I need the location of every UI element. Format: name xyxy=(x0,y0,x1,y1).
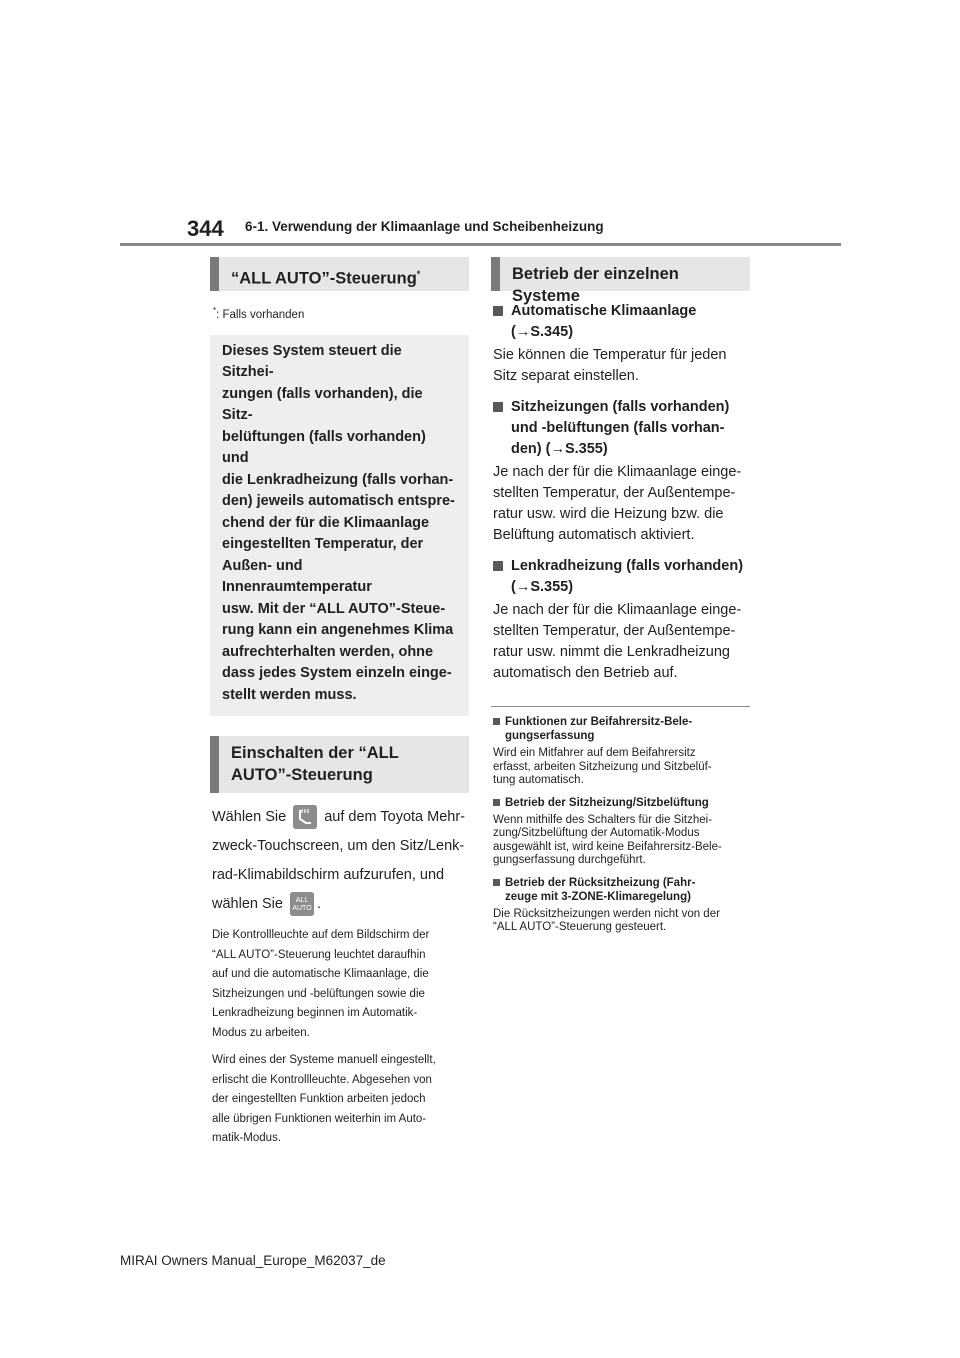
note-line: Modus zu arbeiten. xyxy=(212,1026,310,1039)
summary-line: rung kann ein angenehmes Klima xyxy=(222,622,454,639)
summary-line: zungen (falls vorhanden), die Sitz- xyxy=(222,385,423,424)
seat-climate-icon xyxy=(293,805,317,829)
note-line: “ALL AUTO”-Steuerung leuchtet daraufhin xyxy=(212,948,426,961)
note-body-line: gungserfassung durchgeführt. xyxy=(493,854,646,866)
instruction-line: rad-Klimabildschirm aufzurufen, und xyxy=(212,866,445,883)
note-body-line: tung automatisch. xyxy=(493,774,584,786)
note-line: Die Kontrollleuchte auf dem Bildschirm der xyxy=(212,929,430,942)
summary-line: usw. Mit der “ALL AUTO”-Steue- xyxy=(222,600,446,617)
header-rule xyxy=(120,243,841,246)
summary-line: die Lenkradheizung (falls vorhan- xyxy=(222,471,454,488)
item-title-line: (→S.345) xyxy=(511,324,574,340)
footnote-mark: * xyxy=(213,306,217,315)
summary-line: stellt werden muss. xyxy=(222,686,357,703)
summary-box xyxy=(210,335,469,717)
note-line: Sitzheizungen und -belüftungen sowie die xyxy=(212,987,425,1000)
heading-activate: Einschalten der “ALL AUTO”-Steuerung xyxy=(210,736,469,793)
note-title-line: Betrieb der Rücksitzheizung (Fahr- xyxy=(505,876,696,889)
summary-line: belüftungen (falls vorhanden) und xyxy=(222,428,426,467)
all-auto-icon xyxy=(290,892,314,916)
note-title-line: gungserfassung xyxy=(505,730,595,742)
note-body-line: Wird ein Mitfahrer auf dem Beifahrersitz xyxy=(493,747,696,759)
item-title-line: den) (→S.355) xyxy=(511,441,608,457)
page-number: 344 xyxy=(187,216,224,241)
summary-line: Dieses System steuert die Sitzhei- xyxy=(222,342,402,381)
instruction-part: Wählen Sie xyxy=(212,809,287,826)
instruction-part: wählen Sie xyxy=(212,896,283,913)
item-body-line: stellten Temperatur, der Außentempe- xyxy=(493,623,736,639)
note-line: Wird eines der Systeme manuell eingestellt, xyxy=(212,1054,436,1067)
item-body-line: automatisch den Betrieb auf. xyxy=(493,665,678,681)
instruction-part: . xyxy=(316,896,321,913)
bullet-square-icon xyxy=(493,306,503,316)
heading-individual-systems: Betrieb der einzelnen Systeme xyxy=(491,257,750,291)
item-title-line: (→S.355) xyxy=(511,579,574,595)
item-title-line: Automatische Klimaanlage xyxy=(511,303,697,319)
notes-divider xyxy=(491,706,750,707)
svg-text:ALL: ALL xyxy=(295,897,309,905)
item-title-line: Lenkradheizung (falls vorhanden) xyxy=(511,558,744,574)
item-title-line: Sitzheizungen (falls vorhanden) xyxy=(511,399,730,415)
section-title: 6-1. Verwendung der Klimaanlage und Scheibenheizung xyxy=(245,219,604,234)
footnote xyxy=(213,303,469,323)
summary-line: eingestellten Temperatur, der xyxy=(222,536,424,553)
summary-line: Außen- und Innenraumtemperatur xyxy=(222,557,372,596)
system-item xyxy=(491,301,750,387)
footer-text: MIRAI Owners Manual_Europe_M62037_de xyxy=(120,1253,386,1268)
svg-text:AUTO: AUTO xyxy=(292,905,312,913)
item-body-line: Je nach der für die Klimaanlage einge- xyxy=(493,464,742,480)
note-line: alle übrigen Funktionen weiterhin im Auto- xyxy=(212,1112,427,1125)
note-item xyxy=(491,876,750,935)
note-title-line: zeuge mit 3-ZONE-Klimaregelung) xyxy=(505,890,691,903)
heading-all-auto xyxy=(210,257,469,291)
heading-asterisk: * xyxy=(416,269,421,279)
note-line: matik-Modus. xyxy=(212,1132,282,1145)
item-body-line: ratur usw. nimmt die Lenkradheizung xyxy=(493,644,730,660)
heading-all-auto-text: “ALL AUTO”-Steuerung xyxy=(231,269,417,288)
summary-line: den) jeweils automatisch entspre- xyxy=(222,493,455,510)
left-column xyxy=(210,257,469,1149)
item-body-line: Belüftung automatisch aktiviert. xyxy=(493,527,695,543)
note-body-line: erfasst, arbeiten Sitzheizung und Sitzbelüf- xyxy=(493,760,712,773)
note-body-line: Wenn mithilfe des Schalters für die Sitzhei- xyxy=(493,813,713,826)
note-body-line: ausgewählt ist, wird keine Beifahrersitz-Bele- xyxy=(493,840,722,853)
bullet-square-icon xyxy=(493,799,500,806)
note-line: auf und die automatische Klimaanlage, die xyxy=(212,968,429,981)
note-item xyxy=(491,715,750,788)
instruction-line: zweck-Touchscreen, um den Sitz/Lenk- xyxy=(212,838,465,855)
summary-line: dass jedes System einzeln einge- xyxy=(222,665,452,682)
item-body-line: Je nach der für die Klimaanlage einge- xyxy=(493,602,742,618)
note-title-line: Funktionen zur Beifahrersitz-Bele- xyxy=(505,716,693,728)
bullet-square-icon xyxy=(493,402,503,412)
summary-line: aufrechterhalten werden, ohne xyxy=(222,643,434,660)
note-line: der eingestellten Funktion arbeiten jedoch xyxy=(212,1093,426,1106)
note-line: Lenkradheizung beginnen im Automatik- xyxy=(212,1007,418,1020)
item-body-line: stellten Temperatur, der Außentempe- xyxy=(493,485,736,501)
bullet-square-icon xyxy=(493,561,503,571)
note-body-line: Die Rücksitzheizungen werden nicht von der xyxy=(493,907,720,920)
note-body-line: zung/Sitzbelüftung der Automatik-Modus xyxy=(493,827,700,839)
instruction-text xyxy=(212,805,469,916)
footnote-text: : Falls vorhanden xyxy=(216,308,305,321)
item-body-line: Sitz separat einstellen. xyxy=(493,368,639,384)
note-indicator xyxy=(212,926,469,1043)
item-body-line: Sie können die Temperatur für jeden xyxy=(493,347,727,363)
instruction-part: auf dem Toyota Mehr- xyxy=(324,809,465,826)
note-item xyxy=(491,796,750,868)
note-manual xyxy=(212,1051,469,1149)
bullet-square-icon xyxy=(493,718,500,725)
item-body-line: ratur usw. wird die Heizung bzw. die xyxy=(493,506,724,522)
right-column xyxy=(491,257,750,935)
system-item xyxy=(491,556,750,684)
item-title-line: und -belüftungen (falls vorhan- xyxy=(511,420,725,436)
note-title-line: Betrieb der Sitzheizung/Sitzbelüftung xyxy=(505,796,709,809)
note-body-line: “ALL AUTO”-Steuerung gesteuert. xyxy=(493,921,667,933)
system-item xyxy=(491,397,750,546)
summary-line: chend der für die Klimaanlage xyxy=(222,514,430,531)
bullet-square-icon xyxy=(493,879,500,886)
note-line: erlischt die Kontrollleuchte. Abgesehen von xyxy=(212,1073,432,1086)
